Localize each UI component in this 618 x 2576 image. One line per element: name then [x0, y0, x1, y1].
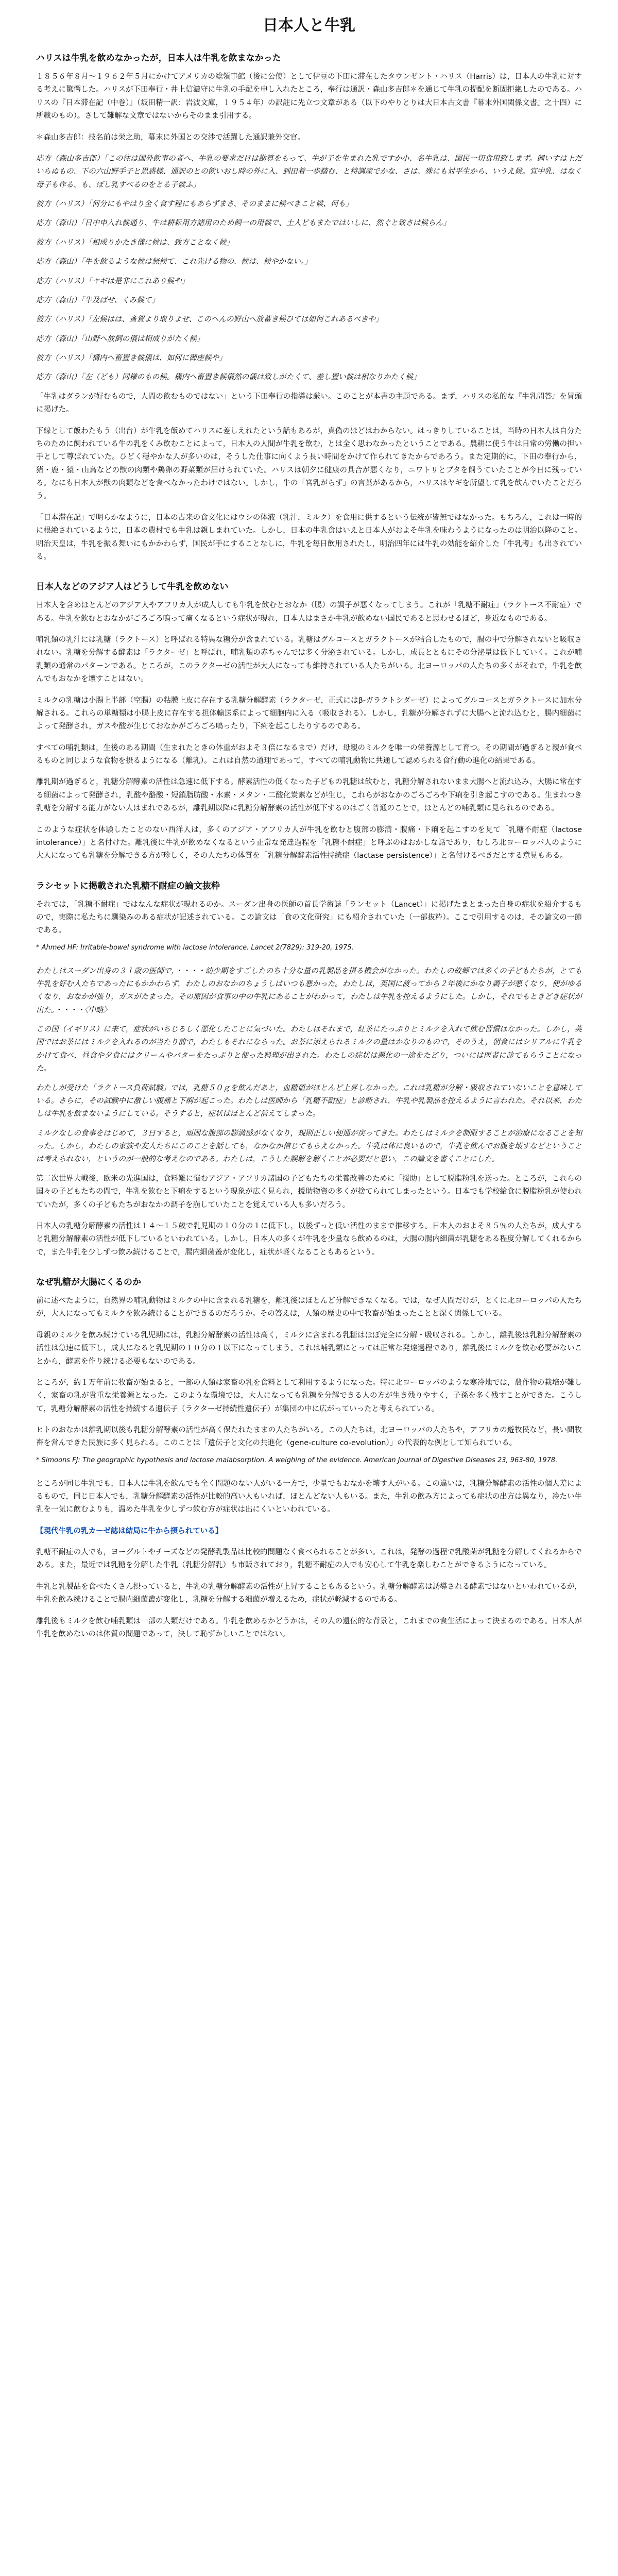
footnote: ＊森山多吉郎：技名前は栄之助，幕末に外国との交渉で活躍した通訳兼外交官。 [36, 133, 305, 142]
dialogue-line: 応方（森山）「牛を飲るような候は無候て、これ先ける物の、候は、候やかない。」 [36, 258, 312, 266]
paragraph: すべての哺乳類は，生後のある期間（生まれたときの体重がおよそ３倍になるまで）だけ，母親のミルクを唯一の栄養源として育つ。その期間が過ぎると親が食べるものと同じような食物を摂るようになる（離乳）。これは自然の道理であって，すべての哺乳動物に共通して認められる食行動の進化の結果である。 [36, 743, 582, 765]
section-heading-colon: なぜ乳糖が大腸にくるのか [36, 1277, 141, 1288]
paragraph: 「日本滞在記」で明らかなように，日本の古来の食文化にはウシの体液（乳汁，ミルク）を食用に供するという伝統が皆無ではなかった。もちろん，これは一時的に根絶されているように，日本の農村でも牛乳は親しまれていた。しかし，日本の牛乳食はいえと日本人がおよそ牛乳を味わうようになったのは明治以降のこと。明治天皇は，牛乳を振る舞いにもかかわらず，国民が手にすることなしに，牛乳を毎日飲用されたし，明治四年には牛乳の効能を紹介した「牛乳考」も出されている。 [36, 513, 582, 561]
paragraph: 母親のミルクを飲み続けている乳児期には，乳糖分解酵素の活性は高く，ミルクに含まれる乳糖はほぼ完全に分解・吸収される。しかし，離乳後は乳糖分解酵素の活性は急速に低下し，成人になると乳児期の１０分の１以下になってしまう。これは哺乳類にとっては正常な発達過程であり，離乳後にミルクを飲む必要がないことから，酵素を作り続ける必要もないのである。 [36, 1331, 582, 1366]
paragraph: １８５６年８月〜１９６２年５月にかけてアメリカの総領事館（後に公使）として伊豆の下田に滞在したタウンゼント・ハリス（Harris）は，日本人の牛乳に対する考えに驚愕した。ハリスが下田奉行・井上信濃守に牛乳の手配を申し入れたところ，奉行は通訳・森山多吉郎＊を通じて牛乳の提配を断固拒絶したのである。ハリスの『日本滞在記（中巻）』（坂田精一訳：岩波文庫，１９５４年）の訳註に先立つ文章がある（以下のやりとりは大日本古文書『幕末外国関係文書』之十四）に所載のもの）。さして難解な文章ではないからそのまま引用する。 [36, 73, 582, 121]
lancet-excerpt: この国（イギリス）に来て，症状がいちじるしく悪化したことに気づいた。わたしはそれまで，紅茶にたっぷりとミルクを入れて飲む習慣はなかった。しかし，英国ではお茶にはミルクを入れるのが当たり前で，わたしもそれにならった。お茶に添えられるミルクの量はかなりのもので，そのうえ，朝食にはシリアルに牛乳をかけて食べ，昼食や夕食にはクリームやバターをたっぷりと使った料理が出された。わたしの症状は悪化の一途をたどり，ついには医者に診てもらうことになった。 [36, 1025, 582, 1073]
paragraph: 離乳後もミルクを飲む哺乳類は一部の人類だけである。牛乳を飲めるかどうかは，その人の遺伝的な背景と，これまでの食生活によって決まるのである。日本人が牛乳を飲めないのは体質の問題であって，決して恥ずかしいことではない。 [36, 1617, 582, 1638]
dialogue-line: 彼方（ハリス）「相成りかたき儀に候は、致方ことなく候」 [36, 238, 234, 247]
dialogue-line: 彼方（ハリス）「左候はは、斎賀より取りよせ、このへんの野山へ放蓄き候ひては如何これあるべきや」 [36, 315, 383, 324]
paragraph: それでは，「乳糖不耐症」ではなんな症状が現れるのか。スーダン出身の医師の首長学術誌「ランセット（Lancet）」に掲げたまとまった自身の症状を紹介するもので，実際に私たちに馴染みのある症状が記述されている。この論文は「食の文化研究」にも紹介されていた（一部抜粋）。ここで引用するのは，その論文の一節である。 [36, 900, 582, 935]
section-heading-asian: 日本人などのアジア人はどうして牛乳を飲めない [36, 582, 229, 592]
document-page [36, 0, 582, 1670]
paragraph: 第二次世界大戦後，欧米の先進国は，食料難に悩むアジア・アフリカ諸国の子どもたちの栄養改善のために「援助」として脱脂粉乳を送った。ところが，これらの国々の子どもたちの間で，牛乳を飲むと下痢をするという現象が広く見られ，援助物資の多くが捨てられてしまったという。日本でも学校給食に脱脂粉乳が使われていたが，多くの子どもたちがおなかの調子を崩していたことを覚えている人も多いだろう。 [36, 1174, 582, 1209]
dialogue-line: 応方（ハリス）「ヤギは是非にこれあり候や」 [36, 277, 189, 285]
paragraph: ヒトのおなかは離乳期以後も乳糖分解酵素の活性が高く保たれたままの人たちがいる。この人たちは，北ヨーロッパの人たちや，アフリカの遊牧民など，長い間牧畜を営んできた民族に多く見られる。このことは「遺伝子と文化の共進化（gene-culture co-evolution）」の代表的な例として知られている。 [36, 1426, 582, 1448]
dialogue-line: 彼方（ハリス）「何分にもやはり全く食す程にもあらずまさ、そのままに候べきこと候、何も」 [36, 200, 353, 208]
paragraph: 「牛乳はダランが好むもので，人間の飲むものではない」という下田奉行の指導は厳い。このことが本書の主題である。まず，ハリスの私的な『牛乳問答』を冒頭に掲げた。 [36, 392, 582, 414]
lancet-excerpt: ミルクなしの食事をはじめて，３日すると，頑固な腹部の膨満感がなくなり，規則正しい便通が戻ってきた。わたしはミルクを制限することが治療になることを知った。しかし，わたしの家族や友人たちにこのことを話しても，なかなか信じてもらえなかった。牛乳は体に良いもので，牛乳を飲んでお腹を壊すなどということは考えられない，というのが一般的な考えなのである。わたしは，こうした誤解を解くことが必要だと思い，この論文を書くことにした。 [36, 1129, 582, 1164]
paragraph: ミルクの乳糖は小腸上半部（空腸）の粘膜上皮に存在する乳糖分解酵素（ラクターゼ，正式にはβ-ガラクトシダーゼ）によってグルコースとガラクトースに加水分解される。これらの単糖類は小腸上皮に存在する担体輸送系によって細胞内に入る（吸収される）。しかし，乳糖が分解されずに大腸へと流れ込むと，腸内細菌によって発酵され，ガスや酸が生じておなかがごろごろ鳴ったり，下痢を起こしたりするのである。 [36, 696, 582, 731]
paragraph: ところが同じ牛乳でも，日本人は牛乳を飲んでも全く問題のない人がいる一方で，少量でもおなかを壊す人がいる。この違いは，乳糖分解酵素の活性の個人差によるもので，同じ日本人でも，乳糖分解酵素の活性が比較的高い人もいれば，ほとんどない人もいる。また，牛乳の飲み方によっても症状の出方は異なり，冷たい牛乳を一気に飲むよりも，温めた牛乳を少しずつ飲む方が症状は出にくいといわれている。 [36, 1479, 582, 1514]
page-title: 日本人と牛乳 [263, 16, 355, 35]
article-link[interactable]: 【現代牛乳の乳カーゼ誌は結局に牛から摂られている】 [36, 1527, 223, 1535]
paragraph: 牛乳と乳製品を食べたくさん摂っていると，牛乳の乳糖分解酵素の活性が上昇することもあるという。乳糖分解酵素は誘導される酵素ではないといわれているが，牛乳を飲み続けることで腸内細菌叢が変化し，乳糖を分解する細菌が増えるため，症状が軽減するのである。 [36, 1582, 582, 1604]
dialogue-line: 応方（森山）「左（ども）同様のもの候。構内へ畜置き候儀然の儀は致しがたくて、差し置い候は相なりかたく候」 [36, 373, 421, 382]
dialogue-line: 彼方（ハリス）「構内へ畜置き候儀は、如何に御座候や」 [36, 354, 227, 362]
lancet-excerpt: わたしが受けた「ラクトース負荷試験」では，乳糖５０ｇを飲んだあと，血糖値がほとんど上昇しなかった。これは乳糖が分解・吸収されていないことを意味している。さらに，その試験中に激しい腹痛と下痢が起こった。わたしは医師から「乳糖不耐症」と診断され，牛乳や乳製品を控えるように言われた。それ以来，わたしは牛乳を飲まないようにしている。そうすると，症状はほとんど消えてしまった。 [36, 1083, 582, 1118]
paragraph: 哺乳類の乳汁には乳糖（ラクトース）と呼ばれる特異な糖分が含まれている。乳糖はグルコースとガラクトースが結合したもので，腸の中で分解されないと吸収されない。乳糖を分解する酵素は「ラクターゼ」と呼ばれ，哺乳類の赤ちゃんでは多く分泌されている。しかし，成長とともにその分泌量は低下していく。これが哺乳類の通常のパターンである。ところが，このラクターゼの活性が大人になっても維持されている人たちがいる。北ヨーロッパの人たちの多くがそれで，牛乳を飲んでもおなかを壊すことはない。 [36, 636, 582, 684]
dialogue-line: 応方（森山）「日中申入れ候通り、牛は耕耘用方諸用のため飼一の用候で、土人どもまたではいしに、然ぐと致さは候らん」 [36, 219, 451, 228]
dialogue-line: 応方（森山）「牛及ばせ、くみ候て」 [36, 296, 159, 304]
section-heading-lancet: ラシセットに掲載された乳糖不耐症の論文抜粋 [36, 880, 220, 891]
reference: * Ahmed HF: Irritable-bowel syndrome with lactose intolerance. Lancet 2(7829): 319-20, 1975. [36, 943, 354, 952]
paragraph: 離乳期が過ぎると，乳糖分解酵素の活性は急速に低下する。酵素活性の低くなった子どもの乳糖は飲むと，乳糖分解されないまま大腸へと流れ込み，大腸に常在する細菌によって発酵され，乳酸や酪酸・短鎖脂肪酸・水素・メタン・二酸化炭素などが生じ，これらがおなかのごろごろや下痢を引き起こすのである。生まれつき乳糖を分解する能力がない人はまれであるが，離乳期以降に乳糖分解酵素の活性が低下するのはごく普通のことで，ほとんどの哺乳類に見られるのである。 [36, 778, 582, 813]
paragraph: ところが，約１万年前に牧畜が始まると，一部の人類は家畜の乳を食料として利用するようになった。特に北ヨーロッパのような寒冷地では，農作物の栽培が難しく，家畜の乳が貴重な栄養源となった。このような環境では，大人になっても乳糖を分解できる人の方が生き残りやすく，子孫を多く残すことができた。こうして，乳糖分解酵素の活性を持続する遺伝子（ラクターゼ持続性遺伝子）が集団の中に広がっていったと考えられている。 [36, 1378, 582, 1413]
paragraph: 乳糖不耐症の人でも，ヨーグルトやチーズなどの発酵乳製品は比較的問題なく食べられることが多い。これは，発酵の過程で乳酸菌が乳糖を分解してくれるからである。また，最近では乳糖を分解した牛乳（乳糖分解乳）も市販されており，乳糖不耐症の人でも安心して牛乳を楽しむことができるようになっている。 [36, 1548, 582, 1570]
paragraph: このような症状を体験したことのない西洋人は，多くのアジア・アフリカ人が牛乳を飲むと腹部の膨満・腹痛・下痢を起こすのを見て「乳糖不耐症（lactose intolerance）」と名付けた。離乳後に牛乳が飲めなくなるという正常な発達過程を「乳糖不耐症」と呼ぶのはおかしな話であり，むしろ北ヨーロッパ人のように大人になっても乳糖を分解できる方が珍しく，その人たちの体質を「乳糖分解酵素活性持続症（lactase persistence）」と名付けるべきだとする意見もある。 [36, 825, 582, 860]
dialogue-line: 応方（森山多吉郎）「この往は国外飲事の者へ、牛乳の要求だけは勘算をもって、牛が子を生まれた乳ですか小、名牛乳は、国民一切食用致しまず。飼いすは上だいらぬもの、下の六山野手子と思惑様、通訳のとの飲いおし時の外に入、到田着一歩踏む、と特調産でかな、さは、殊にも対平生から、いうえ候。宜中乳、はなく母子も作る、も、ぼし乳すべるのをとる子候ふ」 [36, 154, 582, 189]
dialogue-line: 応方（森山）「山野へ放飼の儀は相成りがたく候」 [36, 334, 204, 343]
section-heading-harris: ハリスは牛乳を飲めなかったが，日本人は牛乳を飲まなかった [36, 53, 281, 63]
paragraph: 前に述べたように，自然界の哺乳動物はミルクの中に含まれる乳糖を，離乳後はほとんど分解できなくなる。では，なぜ人間だけが，とくに北ヨーロッパの人たちが，大人になってもミルクを飲み続けることができるのだろうか。その答えは，人類の歴史の中で牧畜が始まったことと深く関係している。 [36, 1297, 582, 1318]
paragraph: 日本人の乳糖分解酵素の活性は１４〜１５歳で乳児期の１０分の１に低下し，以後ずっと低い活性のままで推移する。日本人のおよそ８５％の人たちが，成人すると乳糖分解酵素の活性が低下しているといわれている。しかし，日本人の多くが牛乳を少量なら飲めるのは，大腸の腸内細菌が乳糖をある程度分解してくれるからで，また牛乳を少しずつ飲み続けることで，腸内細菌叢が変化し，症状が軽くなることもあるという。 [36, 1222, 582, 1257]
paragraph: 日本人を含めほとんどのアジア人やアフリカ人が成人しても牛乳を飲むとおなか（腸）の調子が悪くなってしまう。これが「乳糖不耐症」（ラクトース不耐症）である。牛乳を飲むとおなかがごろごろ鳴って痛くなるという症状が現れ，日本人はまさか牛乳が飲めない国民であると思わせるほど，身近なものである。 [36, 601, 582, 623]
lancet-excerpt: わたしはスーダン出身の３１歳の医師で，・・・・幼少期をすごしたのち十分な量の乳製品を摂る機会がなかった。わたしの故郷では多くの子どもたちが，とても牛乳を好む人たちであったにもかかわらず，わたしのおなかのちょうしはいつも悪かった。わたしは，英国に渡ってから２年後にかなり調子が悪くなり，便がゆるくなり，おなかが張り，ガスがたまった。その原因が食事の中の牛乳にあることがわかって，わたしは牛乳を控えるようにした。しかし，それでもときどき症状が出た。・・・・〈中略〉 [36, 967, 582, 1014]
paragraph: 下線として飯わたもう（出台）が牛乳を飯めてハリスに差しえれたという話もあるが，真偽のほどはわからない。はっきりしていることは，当時の日本人は自分たちのために飼われている牛の乳をくみ飲むことによって，日本人の人間が牛乳を飲む，とは全く思わなかったということである。農耕に使う牛は日常の労働の担い手として尊ばれていた。ひどく穏やかな人が多いのは，そうした仕事に向くよう長い時間をかけて作られてきたからであろう。また定期的に，下田の奉行から，猪・鹿・猿・山鳥などの獣の肉類や鶏卵の野菜類が届けられていた。ハリスは朝夕に健康の具合が悪くなり，ニワトリとブタを飼うていたことが今日に残っている。なにも日本人が獣の肉類などを食べなかったわけではない。しかし，牛の「宮乳がらず」の言葉があるから，ハリスはヤギを所望して乳を飲んでいたことだろう。 [36, 427, 582, 501]
reference: * Simoons FJ: The geographic hypothesis and lactose malabsorption. A weighing of the evidence. American Journal of Digestive Diseases 23, 963-80, 1978. [36, 1456, 558, 1464]
